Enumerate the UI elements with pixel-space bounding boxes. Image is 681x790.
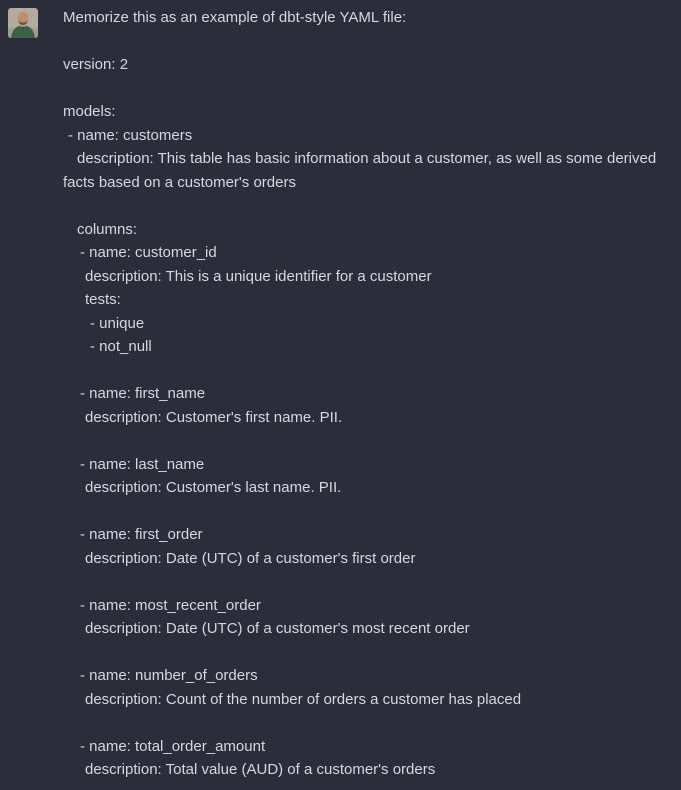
message-line (63, 429, 681, 453)
message-line: facts based on a customer's orders (63, 173, 296, 191)
message-line: Memorize this as an example of dbt-style YAML file: (63, 9, 407, 26)
message-line: description: Date (UTC) of a customer's most recent order (85, 620, 470, 637)
message-line: description: This table has basic information about a customer, as well as some derived (77, 150, 657, 167)
message-line (63, 641, 681, 665)
message-line (63, 194, 681, 218)
message-line: - name: customer_id (80, 244, 217, 261)
message-text (63, 6, 681, 782)
message-line (63, 77, 681, 101)
message-line: - name: first_name (80, 385, 206, 402)
message-line: - name: total_order_amount (80, 737, 266, 755)
message-line: - name: first_order (80, 526, 203, 543)
message-line (63, 359, 681, 383)
message-line (63, 711, 681, 735)
user-photo-icon (8, 8, 38, 38)
message-line: description: Date (UTC) of a customer's first order (85, 549, 416, 567)
message-line (63, 500, 681, 524)
message-line: description: Total value (AUD) of a customer's orders (85, 761, 436, 778)
message-line (63, 30, 681, 54)
message-line: - unique (90, 314, 145, 332)
message-line: - name: last_name (80, 455, 205, 473)
message-line: description: Count of the number of orders a customer has placed (85, 690, 522, 708)
message-line: version: 2 (63, 56, 129, 73)
message-line: tests: (85, 291, 121, 308)
message-line: - name: most_recent_order (80, 596, 261, 614)
message-line: - not_null (90, 338, 152, 355)
message-line: description: This is a unique identifier for a customer (85, 267, 432, 285)
user-avatar[interactable] (8, 8, 38, 38)
message-line: description: Customer's last name. PII. (85, 479, 342, 496)
message-line: - name: customers (68, 126, 193, 144)
message-line (63, 570, 681, 594)
message-line: - name: number_of_orders (80, 667, 258, 684)
message-line: models: (63, 103, 116, 120)
message-line: columns: (77, 220, 138, 238)
message-line: description: Customer's first name. PII. (85, 408, 343, 426)
